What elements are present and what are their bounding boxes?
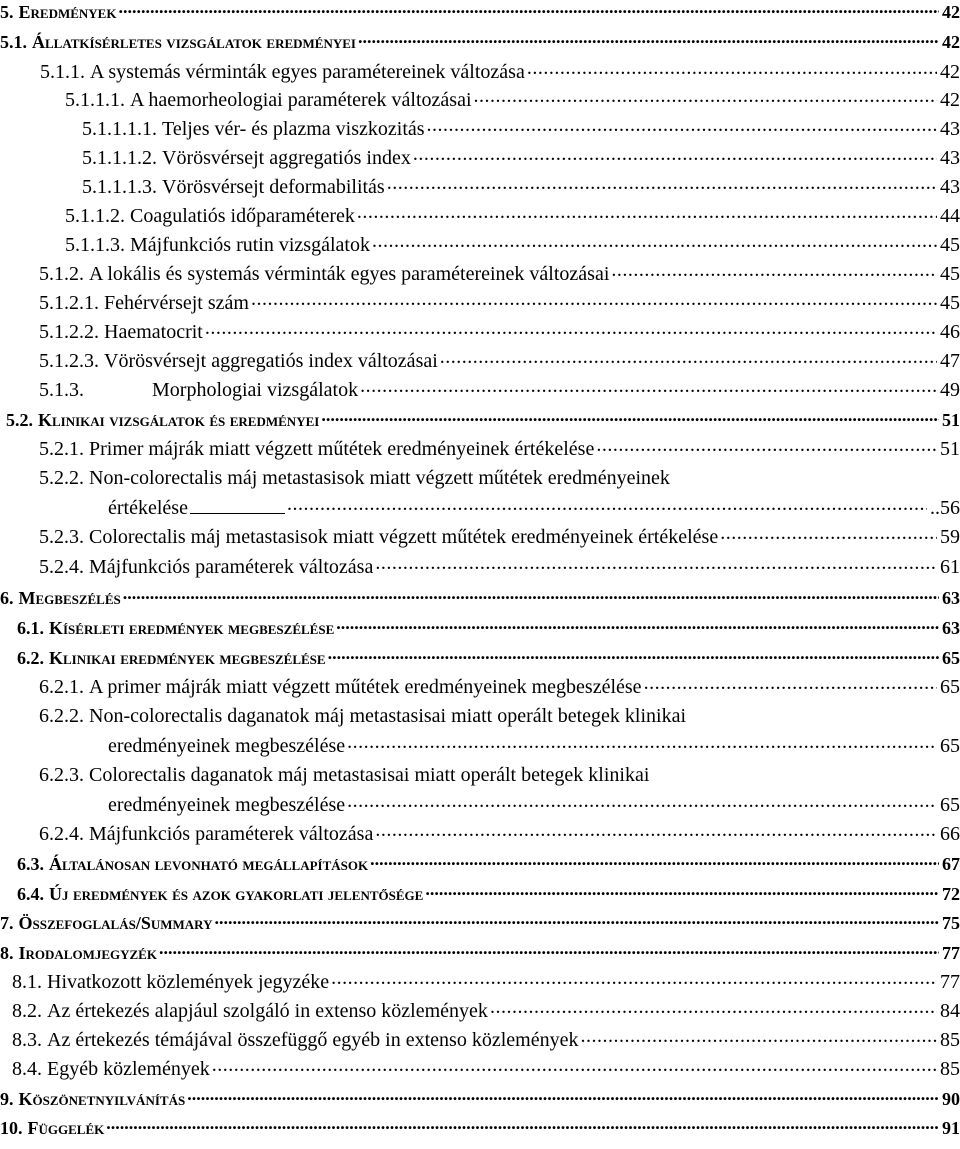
dot-leader	[203, 318, 937, 338]
toc-entry-title: Új eredmények és azok gyakorlati jelentősége	[49, 884, 424, 904]
dot-leader	[525, 58, 937, 78]
toc-entry-title: Függelék	[27, 1118, 105, 1138]
toc-entry-page: 42	[942, 2, 960, 22]
toc-entry-title: Coagulatiós időparaméterek	[130, 205, 355, 227]
toc-entry-title: Klinikai eredmények megbeszélése	[49, 648, 326, 668]
toc-entry-page: 63	[942, 588, 960, 608]
toc-entry-page: 43	[940, 176, 960, 198]
dot-leader	[285, 494, 927, 514]
toc-entry-page: 43	[940, 147, 960, 169]
toc-entry-title: Vörösvérsejt deformabilitás	[162, 176, 385, 198]
toc-entry[interactable]	[0, 764, 960, 816]
toc-entry-page: 43	[940, 118, 960, 140]
toc-entry-page: 47	[940, 350, 960, 372]
toc-entry-title: Összefoglalás/Summary	[18, 913, 213, 933]
toc-entry-number: 5.1.1.	[40, 61, 85, 83]
toc-entry-page: 90	[942, 1089, 960, 1109]
toc-entry-number: 5.1.1.1.3.	[82, 176, 157, 198]
toc-entry-title: Morphologiai vizsgálatok	[152, 379, 359, 401]
dot-leader	[212, 911, 939, 929]
toc-entry-title: Májfunkciós rutin vizsgálatok	[130, 234, 370, 256]
dot-leader	[594, 435, 937, 455]
dot-leader	[121, 586, 939, 604]
toc-entry-page: 91	[942, 1118, 960, 1138]
toc-entry-number: 5.2.1.	[39, 438, 84, 460]
toc-entry-number: 5.2.2.	[39, 467, 84, 489]
toc-entry-title-continuation: értékelése	[108, 497, 188, 519]
toc-entry-number: 5.1.3.	[39, 379, 84, 401]
toc-entry-page: 77	[942, 943, 960, 963]
toc-entry-number: 5.	[0, 2, 14, 22]
toc-entry-number: 5.1.1.1.	[65, 89, 125, 111]
dot-leader	[319, 408, 939, 426]
toc-entry-title: Non-colorectalis daganatok máj metastasisai miatt operált betegek klinikai	[89, 705, 687, 727]
toc-entry-number: 6.2.1.	[39, 676, 84, 698]
dot-leader	[642, 673, 937, 693]
dot-leader	[438, 347, 937, 367]
dot-leader	[425, 115, 937, 135]
toc-entry-title: Az értekezés témájával összefüggő egyéb in extenso közlemények	[47, 1029, 579, 1051]
toc-entry-page: 42	[940, 61, 960, 83]
toc-entry-number: 5.2.	[6, 410, 33, 430]
dot-leader	[334, 616, 939, 634]
toc-entry-number: 5.1.1.2.	[65, 205, 125, 227]
toc-entry-page: 65	[940, 676, 960, 698]
toc-entry-number: 5.2.3.	[39, 526, 84, 548]
toc-entry-page: 65	[940, 735, 960, 757]
toc-entry-title: A lokális és systemás vérminták egyes paramétereinek változásai	[89, 263, 610, 285]
toc-entry-title: Köszönetnyilvánítás	[18, 1089, 186, 1109]
dot-leader	[329, 968, 937, 988]
toc-entry-number: 5.1.2.1.	[39, 292, 99, 314]
toc-entry-title: Általánosan levonható megállapítások	[49, 854, 369, 874]
toc-entry-page: 85	[940, 1029, 960, 1051]
toc-entry-page: 67	[942, 854, 960, 874]
dot-leader	[345, 791, 937, 811]
toc-entry-page: 65	[942, 648, 960, 668]
toc-entry-page: 44	[940, 205, 960, 227]
toc-entry[interactable]	[0, 705, 960, 757]
toc-entry-number: 8.3.	[12, 1029, 42, 1051]
dot-leader	[373, 553, 937, 573]
toc-entry-page: 66	[940, 823, 960, 845]
toc-entry-title: A primer májrák miatt végzett műtétek eredményeinek megbeszélése	[89, 676, 642, 698]
toc-entry-number: 6.3.	[17, 854, 44, 874]
toc-entry-title: Primer májrák miatt végzett műtétek eredményeinek értékelése	[89, 438, 595, 460]
toc-entry-page: 61	[940, 556, 960, 578]
toc-entry-page: 65	[940, 794, 960, 816]
toc-entry-title: Vörösvérsejt aggregatiós index	[162, 147, 411, 169]
toc-entry-page: 72	[942, 884, 960, 904]
dot-leader	[609, 260, 937, 280]
toc-entry-title: Májfunkciós paraméterek változása	[89, 556, 374, 578]
dot-leader	[578, 1026, 937, 1046]
toc-entry-page: 45	[940, 292, 960, 314]
toc-entry[interactable]	[0, 467, 960, 519]
toc-entry-number: 5.1.1.3.	[65, 234, 125, 256]
toc-entry-page: 45	[940, 263, 960, 285]
toc-entry-page: 49	[940, 379, 960, 401]
toc-entry-title-continuation: eredményeinek megbeszélése	[108, 794, 346, 816]
toc-entry-number: 5.1.	[0, 32, 27, 52]
toc-entry-page: 46	[940, 321, 960, 343]
toc-entry-title: Non-colorectalis máj metastasisok miatt végzett műtétek eredményeinek	[89, 467, 670, 489]
dot-leader	[116, 0, 939, 18]
toc-entry-title: Haematocrit	[104, 321, 203, 343]
toc-entry-page: 51	[940, 438, 960, 460]
dot-leader	[345, 732, 937, 752]
toc-entry-number: 6.2.	[17, 648, 44, 668]
toc-entry-page: ..56	[930, 497, 960, 519]
toc-entry-title: Teljes vér- és plazma viszkozitás	[162, 118, 425, 140]
toc-entry-number: 7.	[0, 913, 14, 933]
toc-entry-number: 5.1.1.1.2.	[82, 147, 157, 169]
toc-entry-page: 75	[942, 913, 960, 933]
toc-entry-number: 6.2.3.	[39, 764, 84, 786]
underline-leader	[190, 495, 285, 514]
toc-entry-title: Májfunkciós paraméterek változása	[89, 823, 374, 845]
dot-leader	[718, 523, 937, 543]
toc-entry-number: 8.1.	[12, 971, 42, 993]
toc-entry-number: 6.2.4.	[39, 823, 84, 845]
dot-leader	[385, 173, 937, 193]
toc-entry-number: 5.1.2.2.	[39, 321, 99, 343]
toc-entry-page: 59	[940, 526, 960, 548]
toc-entry-title: Kísérleti eredmények megbeszélése	[49, 618, 335, 638]
toc-entry-number: 8.4.	[12, 1058, 42, 1080]
dot-leader	[326, 646, 939, 664]
toc-entry-title: Vörösvérsejt aggregatiós index változásai	[104, 350, 438, 372]
toc-entry-number: 6.1.	[17, 618, 44, 638]
toc-entry-number: 5.1.1.1.1.	[82, 118, 157, 140]
dot-leader	[157, 941, 939, 959]
toc-entry-title: Klinikai vizsgálatok és eredményei	[38, 410, 320, 430]
toc-entry-title: A systemás vérminták egyes paramétereinek változása	[90, 61, 525, 83]
toc-entry-title: Egyéb közlemények	[47, 1058, 210, 1080]
toc-entry-title: Fehérvérsejt szám	[104, 292, 249, 314]
toc-entry-page: 63	[942, 618, 960, 638]
toc-entry-number: 9.	[0, 1089, 14, 1109]
dot-leader	[373, 820, 937, 840]
toc-entry-number: 8.	[0, 943, 14, 963]
dot-leader	[411, 144, 937, 164]
toc-entry-number: 10.	[0, 1118, 23, 1138]
toc-entry-page: 42	[942, 32, 960, 52]
toc-entry-title: Irodalomjegyzék	[18, 943, 157, 963]
dot-leader	[355, 202, 937, 222]
toc-entry-title-continuation: eredményeinek megbeszélése	[108, 735, 346, 757]
dot-leader	[423, 882, 939, 900]
toc-entry-title: Állatkísérletes vizsgálatok eredményei	[32, 32, 356, 52]
dot-leader	[210, 1055, 937, 1075]
toc-entry-page: 84	[940, 1000, 960, 1022]
toc-entry-title: Megbeszélés	[18, 588, 121, 608]
toc-entry-page: 51	[942, 410, 960, 430]
toc-entry-number: 5.1.2.	[39, 263, 84, 285]
dot-leader	[472, 86, 937, 106]
toc-entry-number: 5.1.2.3.	[39, 350, 99, 372]
toc-entry-number: 5.2.4.	[39, 556, 84, 578]
toc-entry-page: 77	[940, 971, 960, 993]
toc-entry-page: 45	[940, 234, 960, 256]
dot-leader	[368, 852, 939, 870]
toc-entry-number: 8.2.	[12, 1000, 42, 1022]
toc-entry-number: 6.2.2.	[39, 705, 84, 727]
toc-entry-page: 85	[940, 1058, 960, 1080]
toc-entry-title: Colorectalis máj metastasisok miatt végzett műtétek eredményeinek értékelése	[89, 526, 719, 548]
toc-entry-number: 6.4.	[17, 884, 44, 904]
toc-entry-page: 42	[940, 89, 960, 111]
dot-leader	[104, 1116, 939, 1134]
toc-entry-title: Az értekezés alapjául szolgáló in extenso közlemények	[47, 1000, 488, 1022]
toc-entry-title: Eredmények	[18, 2, 117, 22]
toc-entry-title: Hivatkozott közlemények jegyzéke	[47, 971, 330, 993]
toc-entry[interactable]	[0, 1119, 960, 1149]
toc-entry-title: A haemorheologiai paraméterek változásai	[130, 89, 472, 111]
dot-leader	[370, 231, 937, 251]
dot-leader	[356, 30, 939, 48]
dot-leader	[249, 289, 937, 309]
dot-leader	[358, 376, 937, 396]
toc-entry-number: 6.	[0, 588, 14, 608]
toc-entry-title: Colorectalis daganatok máj metastasisai miatt operált betegek klinikai	[89, 764, 650, 786]
dot-leader	[185, 1087, 939, 1105]
dot-leader	[488, 997, 937, 1017]
